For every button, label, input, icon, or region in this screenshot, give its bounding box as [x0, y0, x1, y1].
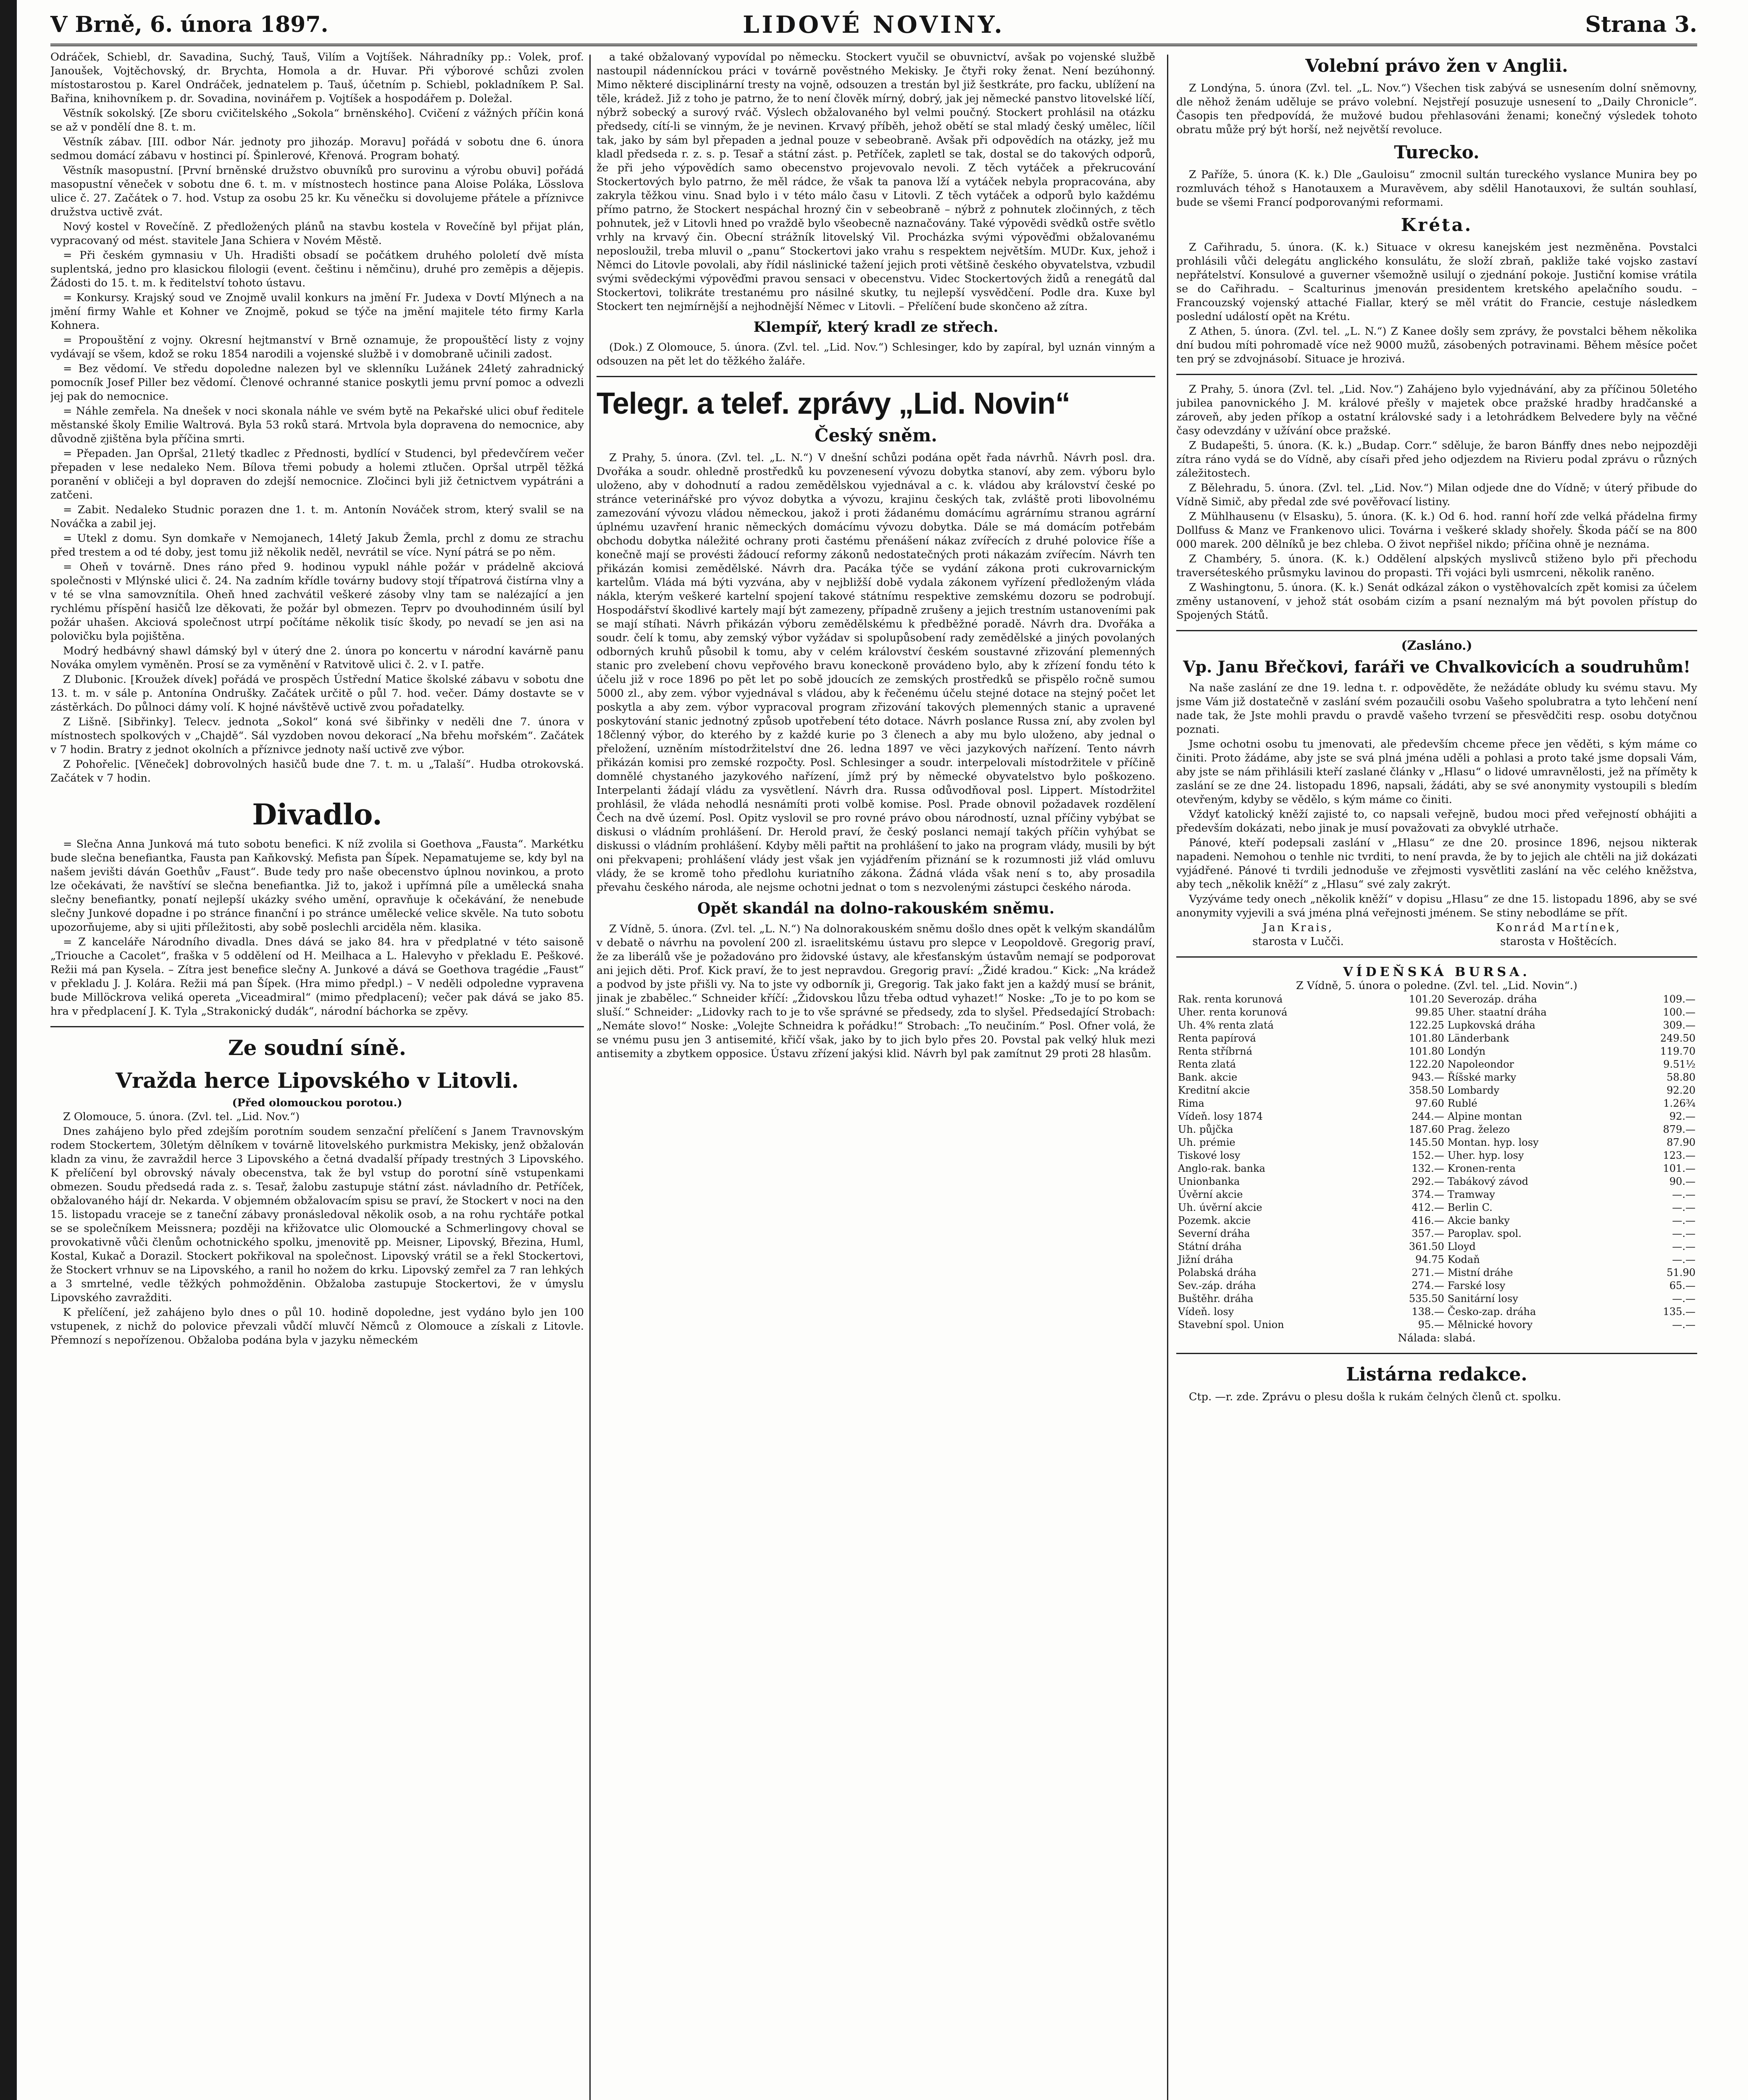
security-price: 9.51½ [1663, 1058, 1695, 1070]
news-item: Věstník masopustní. [První brněnské družstvo obuvníků pro surovinu a výrobu obuvi] pořádá masopustní věneček v sobotu dne 6. t. m. v místnostech hostince pana Aloise Poláka, Lösslova ulice č. 27. Začátek o 7. hod. Vstup za osobu 25 kr. Ku věnečku si dovolujeme přátele a příznivce družstva uctivě zvát. [50, 164, 584, 218]
zaslano-label: (Zasláno.) [1401, 638, 1472, 653]
bursa-row [1176, 1097, 1697, 1110]
security-name: Prag. železo [1447, 1124, 1510, 1135]
bursa-row [1176, 1019, 1697, 1032]
signature-name: Jan Krais, [1262, 921, 1334, 934]
header-date: V Brně, 6. února 1897. [50, 12, 329, 37]
article-headline-skandal: Opět skandál na dolno-rakouském sněmu. [697, 900, 1055, 917]
listarna-body: Ctp. —r. zde. Zprávu o plesu došla k rukám čelných členů ct. spolku. [1189, 1391, 1561, 1403]
divider [597, 376, 1155, 377]
security-price: 152.— [1412, 1150, 1444, 1161]
article-paragraph: Vyzýváme tedy onech „několik kněží“ v dopisu „Hlasu“ ze dne 15. listopadu 1896, aby se své anonymity vyjevili a svá jména plná veřejnosti jménem. Se stiny nebodláme se přít. [1176, 893, 1697, 919]
security-name: Uh. úvěrní akcie [1178, 1202, 1262, 1213]
article-paragraph: Vždyť katolický kněží zajisté to, co napsali veřejně, budou moci před veřejností obhájiti a především dokázati, nebo jinak je musí považovati za obvyklé utrhače. [1176, 808, 1697, 835]
article-paragraph: Pánové, kteří podepsali zaslání v „Hlasu“ ze dne 20. prosince 1896, nejsou nikterak napadeni. Nemohou o tenhle nic tvrditi, to není pravda, že by to jejich ale chtěli na již dokázati vyjádřené. Pánové ti tvrdili jednoduše ve zřejmosti vysvětliti zaslání na věc celého kněžstva, aby tech „několik kněží“ z „Hlasu“ své zaly zakrýt. [1176, 837, 1697, 891]
divider [1176, 630, 1697, 631]
column-1 [50, 50, 584, 2100]
security-price: 99.85 [1415, 1006, 1444, 1018]
security-price: 101.20 [1409, 993, 1444, 1005]
security-name: Lupkovská dráha [1447, 1019, 1535, 1031]
news-item: = Konkursy. Krajský soud ve Znojmě uvalil konkurs na jmění Fr. Judexa v Dovtí Mlýnech a na jmění firmy Wahle et Kohner ve Znojmě, pokud se týče na jmění majitele této firmy Karla Kohnera. [50, 291, 584, 332]
bursa-row [1176, 1305, 1697, 1318]
bursa-row [1176, 1149, 1697, 1162]
theatre-news-list [50, 837, 584, 1018]
column-3 [1176, 50, 1697, 2100]
security-price: 101.— [1663, 1163, 1695, 1174]
security-name: Stavební spol. Union [1178, 1319, 1284, 1331]
security-name: Montan. hyp. losy [1447, 1137, 1539, 1148]
security-price: 943.— [1412, 1071, 1444, 1083]
security-price: 101.80 [1409, 1045, 1444, 1057]
security-name: Uher. renta korunová [1178, 1006, 1288, 1018]
security-name: Farské losy [1447, 1280, 1506, 1292]
security-name: Uher. staatní dráha [1447, 1006, 1547, 1018]
bursa-row [1176, 1032, 1697, 1045]
subsection-cesky-snem: Český sněm. [815, 425, 937, 446]
volebni-body: Z Londýna, 5. února (Zvl. tel. „L. Nov.“) Všechen tisk zabývá se usnesením dolní sněmovny, dle něhož ženám uděluje se právo volební. Nejstřejí posuzuje usnesení to „Daily Chronicle“. Časopis ten předpovídá, že mužové budou přehlasováni ženami; konečný výsledek tohoto obratu může prý být horší, než největší revoluce. [1176, 82, 1697, 136]
news-item: Z Lišně. [Sibřinky]. Telecv. jednota „Sokol“ koná své šibřinky v neděli dne 7. února v místnostech spolkových v „Chajdě“. Sál vyzdoben novou dekorací „Na břehu mořském“. Začátek v 7 hodin. Bratry z jednot okolních a příznivce jednoty naší uctivě zve výbor. [50, 716, 584, 756]
intro-paragraph: Odráček, Schiebl, dr. Savadina, Suchý, Tauš, Vilím a Vojtíšek. Náhradníky pp.: Volek, prof. Janoušek, Vojtěchovský, dr. Brychta, Homola a dr. Huvar. Při výborové schůzi zvolen místostarostou p. Karel Ondráček, jednatelem p. Tauš, účetním p. Schiebl, pokladníkem P. Sal. Bařina, knihovníkem p. dr. Sovadina, novinářem p. Vojtíšek a hospodářem p. Doležal. [50, 51, 584, 105]
telegram-item: Z Washingtonu, 5. února. (K. k.) Senát odkázal zákon o vystěhovalcích zpět komisi za účelem změny ustanovení, v jehož stát osobám cizím a psaní neznalým má být povolen přístup do Spojených Států. [1176, 581, 1697, 622]
security-name: Kronen-renta [1447, 1163, 1516, 1174]
security-price: 100.— [1663, 1006, 1695, 1018]
security-name: Uh. 4% renta zlatá [1178, 1019, 1274, 1031]
security-price: 535.50 [1409, 1293, 1444, 1305]
theatre-item: = Slečna Anna Junková má tuto sobotu benefici. K níž zvolila si Goethova „Fausta“. Markétku bude slečna benefiantka, Fausta pan Kaňkovský. Mefista pan Šípek. Nepamatujeme se, kdy byl na našem jevišti dáván Goethův „Faust“. Bude tedy pro naše obecenstvo úplnou novinkou, a proto lze očekávati, že navštíví se slečna benefiantka. Již to, jakož i upřímná píle a umělecká snaha slečny benefiantky, ponatí nejlepší ukázky svého umění, opravňuje k očekávání, že nenebude slečny Junkové dopadne i po stránce finanční i po stránce umělecké velice skvěle. Na tuto sobotu upozorňujeme, aby si ujiti příležitosti, aby sobě poslechli arciděla něm. klasika. [50, 838, 584, 934]
signatures [1176, 921, 1697, 949]
security-price: 244.— [1412, 1110, 1444, 1122]
masthead-title: LIDOVÉ NOVINY. [743, 11, 1005, 39]
article-headline-klempir: Klempíř, který kradl ze střech. [753, 319, 999, 336]
security-price: 90.— [1669, 1176, 1695, 1187]
article-paragraph: Z Athen, 5. února. (Zvl. tel. „L. N.“) Z Kanee došly sem zprávy, že povstalci během několika dní budou míti pohromadě více než 9000 mužů, zásobených potravinami. Během měsíce počet ten prý se zdvojnásobí. Situace je hrozivá. [1176, 325, 1697, 365]
security-price: 416.— [1412, 1215, 1444, 1226]
security-name: Rima [1178, 1097, 1204, 1109]
security-name: Říšské marky [1447, 1071, 1517, 1083]
telegram-item: Z Chambéry, 5. února. (K. k.) Oddělení alpských myslivců stiženo bylo při přechodu traverséteského průsmyku lavinou do propasti. Tři vojáci byli usmrceni, několik raněno. [1176, 553, 1697, 579]
court-article-body [50, 1110, 584, 1347]
section-title-listarna: Listárna redakce. [1346, 1364, 1527, 1385]
column-rule [1167, 55, 1168, 2100]
bursa-row [1176, 1188, 1697, 1201]
bursa-date: Z Vídně, 5. února o poledne. (Zvl. tel. „Lid. Novin“.) [1296, 979, 1577, 992]
security-name: Länderbank [1447, 1032, 1509, 1044]
security-name: Rublé [1447, 1097, 1477, 1109]
column-2 [597, 50, 1155, 2100]
security-price: 1.26¾ [1663, 1097, 1695, 1109]
security-price: 94.75 [1415, 1254, 1444, 1265]
security-price: 65.— [1669, 1280, 1695, 1292]
security-price: 95.— [1418, 1319, 1444, 1331]
security-price: 101.80 [1409, 1032, 1444, 1044]
bursa-row [1176, 1240, 1697, 1253]
security-price: 361.50 [1409, 1241, 1444, 1252]
security-price: 122.20 [1409, 1058, 1444, 1070]
bursa-row [1176, 1162, 1697, 1175]
security-name: Buštěhr. dráha [1178, 1293, 1254, 1305]
news-item: = Náhle zemřela. Na dnešek v noci skonala náhle ve svém bytě na Pekařské ulici obuf ředitele městanské školy Emilie Waltrová. Byla 53 roků stará. Mrtvola byla dopravena do nemocnice, aby důvodně zjištěna byla příčina smrti. [50, 405, 584, 445]
article-paragraph: Z Olomouce, 5. února. (Zvl. tel. „Lid. Nov.“) [63, 1110, 300, 1123]
security-name: Uh. prémie [1178, 1137, 1235, 1148]
bursa-row [1176, 1253, 1697, 1266]
security-name: Tabákový závod [1447, 1176, 1528, 1187]
security-name: Mělnické hovory [1447, 1319, 1533, 1331]
security-price: 357.— [1412, 1228, 1444, 1239]
local-news-list [50, 107, 584, 785]
telegram-body [597, 451, 1155, 895]
bursa-row [1176, 1201, 1697, 1214]
news-item: Z Dlubonic. [Kroužek dívek] pořádá ve prospěch Ústřední Matice školské zábavu v sobotu dne 13. t. m. v sále p. Antonína Ondrušky. Začátek určitě o půl 7. hod. večer. Dámy dostavte se v zástěrkách. Do půlnoci dámy volí. K hojné návštěvě uctivě zvou pořadatelky. [50, 673, 584, 714]
bursa-row [1176, 1175, 1697, 1188]
misc-telegrams [1176, 383, 1697, 622]
signature-role: starosta v Lučči. [1252, 935, 1344, 948]
security-price: 145.50 [1409, 1137, 1444, 1148]
bursa-row [1176, 1279, 1697, 1292]
article-paragraph: Jsme ochotni osobu tu jmenovati, ale především chceme přece jen věděti, s kým máme co činiti. Proto žádáme, aby jste se svá plná jména uděli a pohlasi a proto také jsme dopsali Vám, aby jste se nám přihlásili kteří zaslané články v „Hlasu“ o lidové umravnělosti, jež na příměty k zaslání se ze dne 24. listopadu 1896, napsali, žádáti, aby se své anonymity vystoupili s bledím otevřeným, kdyby se vědělo, s kým máme co činiti. [1176, 738, 1697, 806]
bursa-row [1176, 1266, 1697, 1279]
security-price: 87.90 [1667, 1137, 1695, 1148]
klempir-body: (Dok.) Z Olomouce, 5. února. (Zvl. tel. „Lid. Nov.“) Schlesinger, kdo by zapíral, byl uznán vinným a odsouzen na pět let do těžkého žaláře. [597, 341, 1155, 368]
security-name: Sanitární losy [1447, 1293, 1518, 1305]
bursa-row [1176, 1058, 1697, 1071]
section-title-court: Ze soudní síně. [228, 1035, 406, 1060]
bursa-row [1176, 1045, 1697, 1058]
divider [50, 1026, 584, 1027]
security-name: Polabská dráha [1178, 1267, 1256, 1278]
security-name: Severní dráha [1178, 1228, 1250, 1239]
security-price: 374.— [1412, 1189, 1444, 1200]
security-name: Pozemk. akcie [1178, 1215, 1251, 1226]
security-name: Lombardy [1447, 1084, 1500, 1096]
bursa-rates [1176, 993, 1697, 1331]
security-name: Renta papírová [1178, 1032, 1256, 1044]
turecko-body: Z Paříže, 5. února (K. k.) Dle „Gauloisu“ zmocnil sultán tureckého vyslance Munira bey po rozmluvách téhož s Hanotauxem a Muravěvem, aby sdělil Hanotauxovi, že sultán souhlasí, bude se všemi Francí podporovanými reformami. [1176, 168, 1697, 209]
divider [1176, 374, 1697, 375]
telegram-item: Z Prahy, 5. února (Zvl. tel. „Lid. Nov.“) Zahájeno bylo vyjednávání, aby za příčinou 50letého jubilea panovnického J. M. králové přešly v majetek obce pražské hradby hradčanské a zároveň, aby jeden příkop a ostatní královské sady i a letohrádkem Belvedere byly na věčné časy odevzdány v užívání obce pražské. [1176, 383, 1697, 437]
security-price: 119.70 [1660, 1045, 1695, 1057]
news-item: = Zabit. Nedaleko Studnic porazen dne 1. t. m. Antonín Nováček strom, který svalil se na Nováčka a zabil jej. [50, 504, 584, 530]
news-item: = Přepaden. Jan Opršal, 21letý tkadlec z Přednosti, bydlící v Studenci, byl předevčírem večer přepaden v lese nedaleko Nem. Bílova třemi pobudy a holemi ztlučen. Opršal utrpěl těžká poranění v obličeji a byl dopraven do zdejší nemocnice. Zločinci byli již četnictvem vypátráni a zatčeni. [50, 447, 584, 501]
divider [1176, 956, 1697, 958]
bursa-mood: Nálada: slabá. [1398, 1332, 1476, 1344]
bursa-row [1176, 1136, 1697, 1149]
bursa-title: VÍDEŇSKÁ BURSA. [1343, 965, 1530, 979]
security-name: Sev.-záp. dráha [1178, 1280, 1256, 1292]
security-price: 97.60 [1415, 1097, 1444, 1109]
bursa-row [1176, 993, 1697, 1006]
article-headline-kreta: Kréta. [1401, 215, 1473, 235]
security-price: —.— [1672, 1189, 1695, 1200]
security-name: Alpine montan [1447, 1110, 1522, 1122]
news-item: = Bez vědomí. Ve středu dopoledne nalezen byl ve sklenníku Lužánek 24letý zahradnický pomocník Josef Piller bez vědomí. Členové ochranné stanice poskytli jemu první pomoc a odvezli jej pak do nemocnice. [50, 362, 584, 403]
security-price: 249.50 [1660, 1032, 1695, 1044]
news-item: Věstník sokolský. [Ze sboru cvičitelského „Sokola“ brněnského]. Cvičení z vážných příčin koná se až v pondělí dne 8. t. m. [50, 107, 584, 134]
stock-exchange-table [1176, 965, 1697, 1345]
security-name: Tiskové losy [1178, 1150, 1241, 1161]
news-item: = Při českém gymnasiu v Uh. Hradišti obsadí se počátkem druhého pololetí dvě místa suplentská, jedno pro klasickou filologii (event. češtinu i němčinu), druhé pro zeměpis a dějepis. Žádosti do 15. t. m. k ředitelství tohoto ústavu. [50, 249, 584, 289]
security-price: 274.— [1412, 1280, 1444, 1292]
security-price: —.— [1672, 1293, 1695, 1305]
security-price: 412.— [1412, 1202, 1444, 1213]
security-price: 109.— [1663, 993, 1695, 1005]
security-name: Londýn [1447, 1045, 1486, 1057]
security-name: Jižní dráha [1178, 1254, 1233, 1265]
skandal-body: Z Vídně, 5. února. (Zvl. tel. „L. N.“) Na dolnorakouském sněmu došlo dnes opět k velkým skandálům v debatě o návrhu na povolení 200 zl. israelitskému ústavu pro slepce v Leopoldově. Gregorig praví, že za liberálů vše je požadováno pro židovské ústavy, ale křesťanským ústavům nemají se podporovat ani jejich děti. Prof. Kick praví, že to jest nepravdou. Gregorig praví: „Židé kradou.“ Kick: „Na krádež a podvod by jste přišli vy. Na to jste vy odborník ji, Gregorig. Tak jako fakt jen a každý musí se bránit, jinak je zbabělec.“ Schneider kříčí: „Židovskou lůzu třeba odtud vyhazet!“ Noske: „To je to po kom se sluší.“ Schneider: „Lidovky rach to je to vše správné se předsedy, zda to slyšel. Předsedající Strobach: „Nemáte slovo!“ Noske: „Volejte Schneidra k pořádku!“ Strobach: „To neučiním.“ Posl. Ofner volá, že se vnému pusu jen 3 antisemité, křičí však, jako by to jich bylo přes 20. Povstal pak velký hluk mezi antisemity a zbytkem opposice. Ústavu zřízení jakýsi klid. Návrh byl pak zamítnut 29 proti 28 hlasům. [597, 923, 1155, 1060]
security-name: Vídeň. losy 1874 [1178, 1110, 1263, 1122]
security-name: Mistní dráhe [1447, 1267, 1513, 1278]
security-name: Renta stříbrná [1178, 1045, 1253, 1057]
article-paragraph: Na naše zaslání ze dne 19. ledna t. r. odpověděte, že nežádáte obludy ku svému stavu. My jsme Vám již dostatečně v zaslání svém pozaučili osobu Vašeho spolubratra a tyto lehčení není nade tak, že Jste mohli pravdu o pravdě vašeho tvrzení se přesvědčiti resp. osobu dotyčnou poznati. [1176, 682, 1697, 736]
security-name: Paroplav. spol. [1447, 1228, 1522, 1239]
security-price: —.— [1672, 1254, 1695, 1265]
news-item: = Oheň v továrně. Dnes ráno před 9. hodinou vypukl náhle požár v prádelně akciová společnosti v Mlýnské ulici č. 24. Na zadním křídle továrny budovy stojí třípatrová čistírna vlny a v té se vlna samovznítila. Oheň hned zachvátil veškeré zásoby vlny tam se nalézající a jen rychlému příspění hasičů lze děkovati, že požár byl obmezen. Teprv po dvouhodinném úsilí byl požár uhašen. Akciová společnost utrpí počítáme několik tisíc škody, po nevadí se jen asi na polovičku byla pojištěna. [50, 561, 584, 643]
security-price: 92.— [1669, 1110, 1695, 1122]
security-price: —.— [1672, 1215, 1695, 1226]
bursa-row [1176, 1214, 1697, 1227]
article-note: (Před olomouckou porotou.) [232, 1097, 402, 1109]
security-name: Česko-zap. dráha [1447, 1306, 1536, 1318]
security-price: 122.25 [1409, 1019, 1444, 1031]
article-headline-murder: Vražda herce Lipovského v Litovli. [116, 1068, 519, 1093]
section-title-divadlo: Divadlo. [252, 798, 382, 832]
signature-role: starosta v Hoštěcích. [1500, 935, 1617, 948]
security-price: —.— [1672, 1202, 1695, 1213]
article-headline-volebni: Volební právo žen v Anglii. [1305, 55, 1568, 76]
security-name: Kreditní akcie [1178, 1084, 1250, 1096]
security-price: 132.— [1412, 1163, 1444, 1174]
signature-2 [1496, 921, 1621, 949]
security-price: 309.— [1663, 1019, 1695, 1031]
news-item: Nový kostel v Rovečíně. Z předložených plánů na stavbu kostela v Rovečíně byl přijat plán, vypracovaný od mést. stavitele Jana Schiera v Novém Městě. [50, 220, 584, 247]
security-name: Severozáp. dráha [1447, 993, 1537, 1005]
kreta-body [1176, 241, 1697, 366]
security-name: Kodaň [1447, 1254, 1480, 1265]
security-price: 51.90 [1667, 1267, 1695, 1278]
bursa-row [1176, 1318, 1697, 1331]
security-name: Unionbanka [1178, 1176, 1240, 1187]
zaslano-body [1176, 681, 1697, 920]
security-name: Berlin C. [1447, 1202, 1493, 1213]
news-item: Z Pohořelic. [Věneček] dobrovolných hasičů bude dne 7. t. m. u „Talaší“. Hudba otrokovská. Začátek v 7 hodin. [50, 758, 584, 785]
article-paragraph: a také obžalovaný vypovídal po německu. Stockert vyučil se obuvnictví, avšak po vojenské službě nastoupil nádenníckou práci v továrně pověstného Mekisky. Je čtyři roky ženat. Není bezúhonný. Mimo některé disciplinární tresty na vojně, odsouzen a trestán byl již šestkráte, pro facku, ublížení na těle, krádež. Již z toho je patrno, že to není člověk mírný, dobrý, jak jej německé panstvo litovelské líčí, nýbrž sobecký a surový rváč. Výslech obžalovaného byl velmi poučný. Stockert prohlásil na otázku předsedy, cítí-li se vinným, že je nevinen. Krvavý příběh, jehož obětí se stal mladý český umělec, líčil tak, jako by sám byl přepaden a jednal pouze v sebeobraně. Avšak při odpovědích na otázky, jež mu kladl předseda r. z. s. p. Tesař a státní zást. p. Petříček, zapletl se tak, dostal se do takových odporů, že při jeho výpovědích samo obecenstvo projevovalo nevoli. Z těch vytáček a překrucování Stockertových bylo patrno, že měl rádce, že však ta panova lží a vytáček nebyla propracována, aby zakryla těžkou vinu. Snad bylo i v této málo času v Litovli. Z těch vytáček a odporů bylo každému přímo patrno, že Stockert nespáchal hrozný čin v sebeobraně – nýbrž z pohnutek zločinných, z těch pohnutek, jež v Litovli hned po vraždě bylo všeobecně naznačovány. Také výpovědi svědků ostře světlo vrhly na krvavý čin. Obecní strážník litovelský Vil. Procházka svými výpověďmi obžalovanému neposloužil, treba mluvil o „panu“ Stockertovi jako vrahu s respektem největším. MUDr. Kux, jehož i Němci do Litovle povolali, aby řídil náslinické tažení jejich proti většině českého obyvatelstva, vzbudil svými svědeckými výpověďmi pravou sensaci v obecenstvu. Videc Stockertových židů a renegátů dal Stockertovi, tolikráte trestanému pro násilné skutky, tu nejlepší vysvědčení. Podle dra. Kuxe byl Stockert ten nejmírnější a nejhodnější Němec v Litovli. – Přelíčení bude skončeno až zítra. [597, 51, 1155, 313]
bursa-row [1176, 1292, 1697, 1305]
column-rule [589, 55, 591, 2100]
security-price: 292.— [1412, 1176, 1444, 1187]
security-price: 187.60 [1409, 1124, 1444, 1135]
security-price: 92.20 [1667, 1084, 1695, 1096]
telegram-item: Z Budapešti, 5. února. (K. k.) „Budap. Corr.“ sděluje, že baron Bánffy dnes nebo nejpozději zítra ráno vydá se do Vídně, aby císaři před jeho odjezdem na Rivieru podal zprávu o různých záležitostech. [1176, 439, 1697, 480]
security-price: —.— [1672, 1228, 1695, 1239]
news-item: Věstník zábav. [III. odbor Nár. jednoty pro jihozáp. Moravu] pořádá v sobotu dne 6. února sedmou domácí zábavu v hostinci pí. Špinlerové, Křenová. Program bohatý. [50, 136, 584, 162]
security-name: Akcie banky [1447, 1215, 1510, 1226]
divider [1176, 1353, 1697, 1354]
security-name: Rak. renta korunová [1178, 993, 1283, 1005]
security-name: Napoleondor [1447, 1058, 1514, 1070]
security-name: Lloyd [1447, 1241, 1476, 1252]
bursa-row [1176, 1227, 1697, 1240]
security-name: Úvěrní akcie [1178, 1189, 1243, 1200]
security-name: Státní dráha [1178, 1241, 1242, 1252]
security-price: 358.50 [1409, 1084, 1444, 1096]
security-price: —.— [1672, 1319, 1695, 1331]
article-paragraph: Dnes zahájeno bylo před zdejším porotním soudem senzační přelíčení s Janem Travnovským rodem Stockertem, 30letým dělníkem v továrně litovelského purkmistra Mekisky, jenž obžalován kladn za vinu, že zavraždil herce 3 Lipovského a četná dvadalší případy trestných 3 Lipovského. K přelíčení byl obrovský návaly obecenstva, tak že byl vstup do porotní síně vstupenkami obmezen. Soudu předsedá rada z. s. Tesař, žalobu zastupuje státní zást. návladního dr. Petříček, obžalovaného hájí dr. Nekarda. V objemném obžalovacím spisu se praví, že Stockert v noci na den 15. listopadu vraceje se z taneční zábavy pronásledoval několik osob, a na rohu rychtáře potkal se se společníkem Meissnera; později na křižovatce ulic Olomoucké a Schmerlingovy choval se provokativně vůči členům ochotnického spolku, jmenovitě pp. Meisner, Lipovský, Březina, Huml, Kostal, Kukač a Dorazil. Stockert pokřikoval na společnost. Lipovský vrátil se a řekl Stockertovi, že Stockert vrhnuv se na Lipovského, a ranil ho nožem do krku. Lipovský zemřel za 7 ran lehkých a 3 smrtelné, vedle těžkých pohmožděnin. Obžaloba zastupuje Stockertovi, že v úmyslu Lipovského zavražditi. [50, 1125, 584, 1304]
article-paragraph: K přelíčení, jež zahájeno bylo dnes o půl 10. hodině dopoledne, jest vydáno bylo jen 100 vstupenek, z nichž do polovice převzali vůdčí mluvčí Němců z Olomouce a získali z Litovle. Přemnozí s nepořízenou. Obžaloba podána byla v jazyku německém [50, 1306, 584, 1347]
article-paragraph: Z Cařihradu, 5. února. (K. k.) Situace v okresu kanejském jest nezměněna. Povstalci prohlásili vůči delegátu anglického konsulátu, že složí zbraň, pakliže také vojsko zastaví nepřátelství. Konsulové a guverner všemožně usilují o zjednání pokoje. Justiční komise vrátila se do Cařihradu. – Scalturinus jmenován presidentem kretského apelačního soudu. – Francouzský vojenský attaché Fiallar, který se měl vrátit do Francie, cestuje následkem poslední událostí opět na Krétu. [1176, 241, 1697, 323]
news-item: Modrý hedbávný shawl dámský byl v úterý dne 2. února po koncertu v národní kavárně panu Nováka omylem vyměněn. Prosí se za vyměnění v Ratvitově ulici č. 2. v I. patře. [50, 645, 584, 671]
bursa-row [1176, 1110, 1697, 1123]
scan-edge [0, 0, 17, 2100]
security-price: 138.— [1412, 1306, 1444, 1318]
security-name: Anglo-rak. banka [1178, 1163, 1265, 1174]
page-header [50, 10, 1697, 46]
security-price: 879.— [1663, 1124, 1695, 1135]
security-name: Bank. akcie [1178, 1071, 1238, 1083]
telegram-item: Z Bělehradu, 5. února. (Zvl. tel. „Lid. Nov.“) Milan odjede dne do Vídně; v úterý přibude do Vídně Simič, aby předal zde své pověřovací listiny. [1176, 482, 1697, 508]
security-price: 123.— [1663, 1150, 1695, 1161]
security-name: Uh. půjčka [1178, 1124, 1233, 1135]
security-price: 58.80 [1667, 1071, 1695, 1083]
signature-name: Konrád Martínek, [1496, 921, 1621, 934]
page-number: Strana 3. [1585, 12, 1697, 37]
article-paragraph: Z Prahy, 5. února. (Zvl. tel. „L. N.“) V dnešní schůzi podána opět řada návrhů. Návrh posl. dra. Dvořáka a soudr. ohledně prostředků ku povzenesení vývozu dobytka stanoví, aby zem. výboru bylo uloženo, aby v dohodnutí a radou zemědělskou vyjednával a c. k. vládou aby království české po stránce veterinářské pro vývoz dobytka a vývozu, krajinu českých tak, zvláště proti libovolnému zamezování vývozu vládou německou, jakož i proti žádanému domácímu agrárnímu stranou agrární úplnému uzavření hranic německých domácímu vývozu dobytka. Dále se má domácím potřebám obchodu dobytka náležité ochrany proti častému přenášení nákaz zvířecích z druhé polovice říše a konečně mají se provésti žádoucí reformy zákonů nedostatečných proti nákazám zvířecím. Návrh ten přikázán komisi zemědělské. Návrh dra. Pacáka týče se vydání zákona proti cukrovarnickým kartelům. Vláda má býti vyzvána, aby v nejbližší době vydala zákonem vyřízení předloženým vláda nákla, kterým veškeré kartelní spojení takové státnímu respektive zemskému dozoru se podrobují. Hospodářství škodlivé kartely mají být zamezeny, případně zrušeny a jejich trestním ustanoveními pak se mají stíhati. Návrh přikázán výboru zemědělskému k předběžné poradě. Návrh dra. Dvořáka a soudr. čelí k tomu, aby zemský výbor vyžádav si spolupůsobení rady zemědělské a jiných povolaných odborných kruhů působil k tomu, aby v celém království českém soustavné zřizování plemenných stanic pro zvelebení chovu vepřového bravu koneckoně provádeno bylo, aby k zřízení fondu této k účelu již v roce 1896 po pět let po sobě jdoucích ze zemských prostředků se přispělo ročně sumou 5000 zl., aby zem. výbor vyjednával s vládou, aby k řečenému účelu stejné dotace na stejný počet let poskytla a aby zem. výbor vypracoval program zřizování takových plemenných stanic a upravené poskytování stanic jednotný způsob upotřebení této dotace. Návrh poslance Russa zní, aby zvolen byl 18členný výbor, do kterého by z každé kurie po 3 členech a aby mu bylo uloženo, aby jednal o přeložení, uzněním místodržitelství dne 26. ledna 1897 ve věci jazykových nařízení. Tento návrh přikázán komisi pro zemské rozpočty. Posl. Schlesinger a soudr. interpelovali místodržitele v příčině domnělé chystaného jazykového nařízení, jímž prý by německé obyvatelstvo bylo poškozeno. Interpelanti žádají vládu za vysvětlení. Návrh dra. Russa odůvodňoval posl. Lippert. Místodržitel prohlásil, že vláda nehodlá nesnámíti proti volbě komise. Posl. Prade obnovil požadavek rozdělení Čech na dvě území. Posl. Opitz vyslovil se pro rovné právo obou národností, uznal příčiny vybýbat se diskusi o vládním prohlášení. Dr. Herold praví, že český poslanci nemají takých příčin vyhýbat se diskussi o vládním prohlášení. Kdyby měli pařtit na prohlášení to jako na program vlády, musili by být oni překvapeni; prohlášení vlády jest však jen vyjádřením přiznání se k rozumnosti již vlád omluvu vlády, že se kromě toho předlohu kuriatního zákona. Žádná vláda však není s to, aby prosadila převahu českého národa, ale nejsme ochotni jednat o tom s nezvolenými zástupci českého národa. [597, 452, 1155, 894]
security-price: 135.— [1663, 1306, 1695, 1318]
security-name: Vídeň. losy [1178, 1306, 1234, 1318]
bursa-row [1176, 1084, 1697, 1097]
security-name: Uher. hyp. losy [1447, 1150, 1524, 1161]
security-name: Tramway [1447, 1189, 1495, 1200]
news-item: = Propouštění z vojny. Okresní hejtmanství v Brně oznamuje, že propouštěcí listy z vojny vydávají se všem, kdož se roku 1854 narodili a vojenské službě i v domobraně učinili zadost. [50, 334, 584, 360]
security-name: Renta zlatá [1178, 1058, 1236, 1070]
signature-1 [1252, 921, 1344, 949]
article-headline-turecko: Turecko. [1394, 142, 1480, 163]
telegram-item: Z Mühlhausenu (v Elsasku), 5. února. (K. k.) Od 6. hod. ranní hoří zde velká přádelna firmy Dollfuss & Manz ve Frankenovo ulici. Továrna i veškeré sklady shořely. Škoda páčí se na 800 000 marek. 200 dělníků je bez chleba. O život nepřišel nikdo; příčina ohně je neznáma. [1176, 510, 1697, 551]
theatre-item: = Z kanceláře Národního divadla. Dnes dává se jako 84. hra v předplatné v této saisoně „Triouche a Cacolet“, fraška v 5 oddělení od H. Meilhaca a L. Halevyho v překladu E. Peškové. Režii má pan Kysela. – Zítra jest benefice slečny A. Junkové a dává se Goethova tragédie „Faust“ v překladu J. J. Kolára. Režii má pan Šípek. (Hra mimo předpl.) – V neděli odpoledne vypravena bude Millöckrova veliká opereta „Viceadmiral“ (mimo předplacení); večer pak dává se jako 85. hra v předplacení J. K. Tyla „Strakonický dudák“, národní báchorka se zpěvy. [50, 936, 584, 1018]
section-title-telegrams: Telegr. a telef. zprávy „Lid. Novin“ [597, 387, 1070, 420]
security-price: —.— [1672, 1241, 1695, 1252]
news-item: = Utekl z domu. Syn domkaře v Nemojanech, 14letý Jakub Žemla, prchl z domu ze strachu před trestem a od té doby, jest tomu již několik neděl, nevrátil se více. Nyní pátrá se po něm. [50, 532, 584, 559]
bursa-row [1176, 1071, 1697, 1084]
security-price: 271.— [1412, 1267, 1444, 1278]
bursa-row [1176, 1006, 1697, 1019]
court-article-continued [597, 50, 1155, 314]
article-headline-zaslano: Vp. Janu Břečkovi, faráři ve Chvalkovicích a soudruhům! [1183, 657, 1690, 676]
bursa-row [1176, 1123, 1697, 1136]
